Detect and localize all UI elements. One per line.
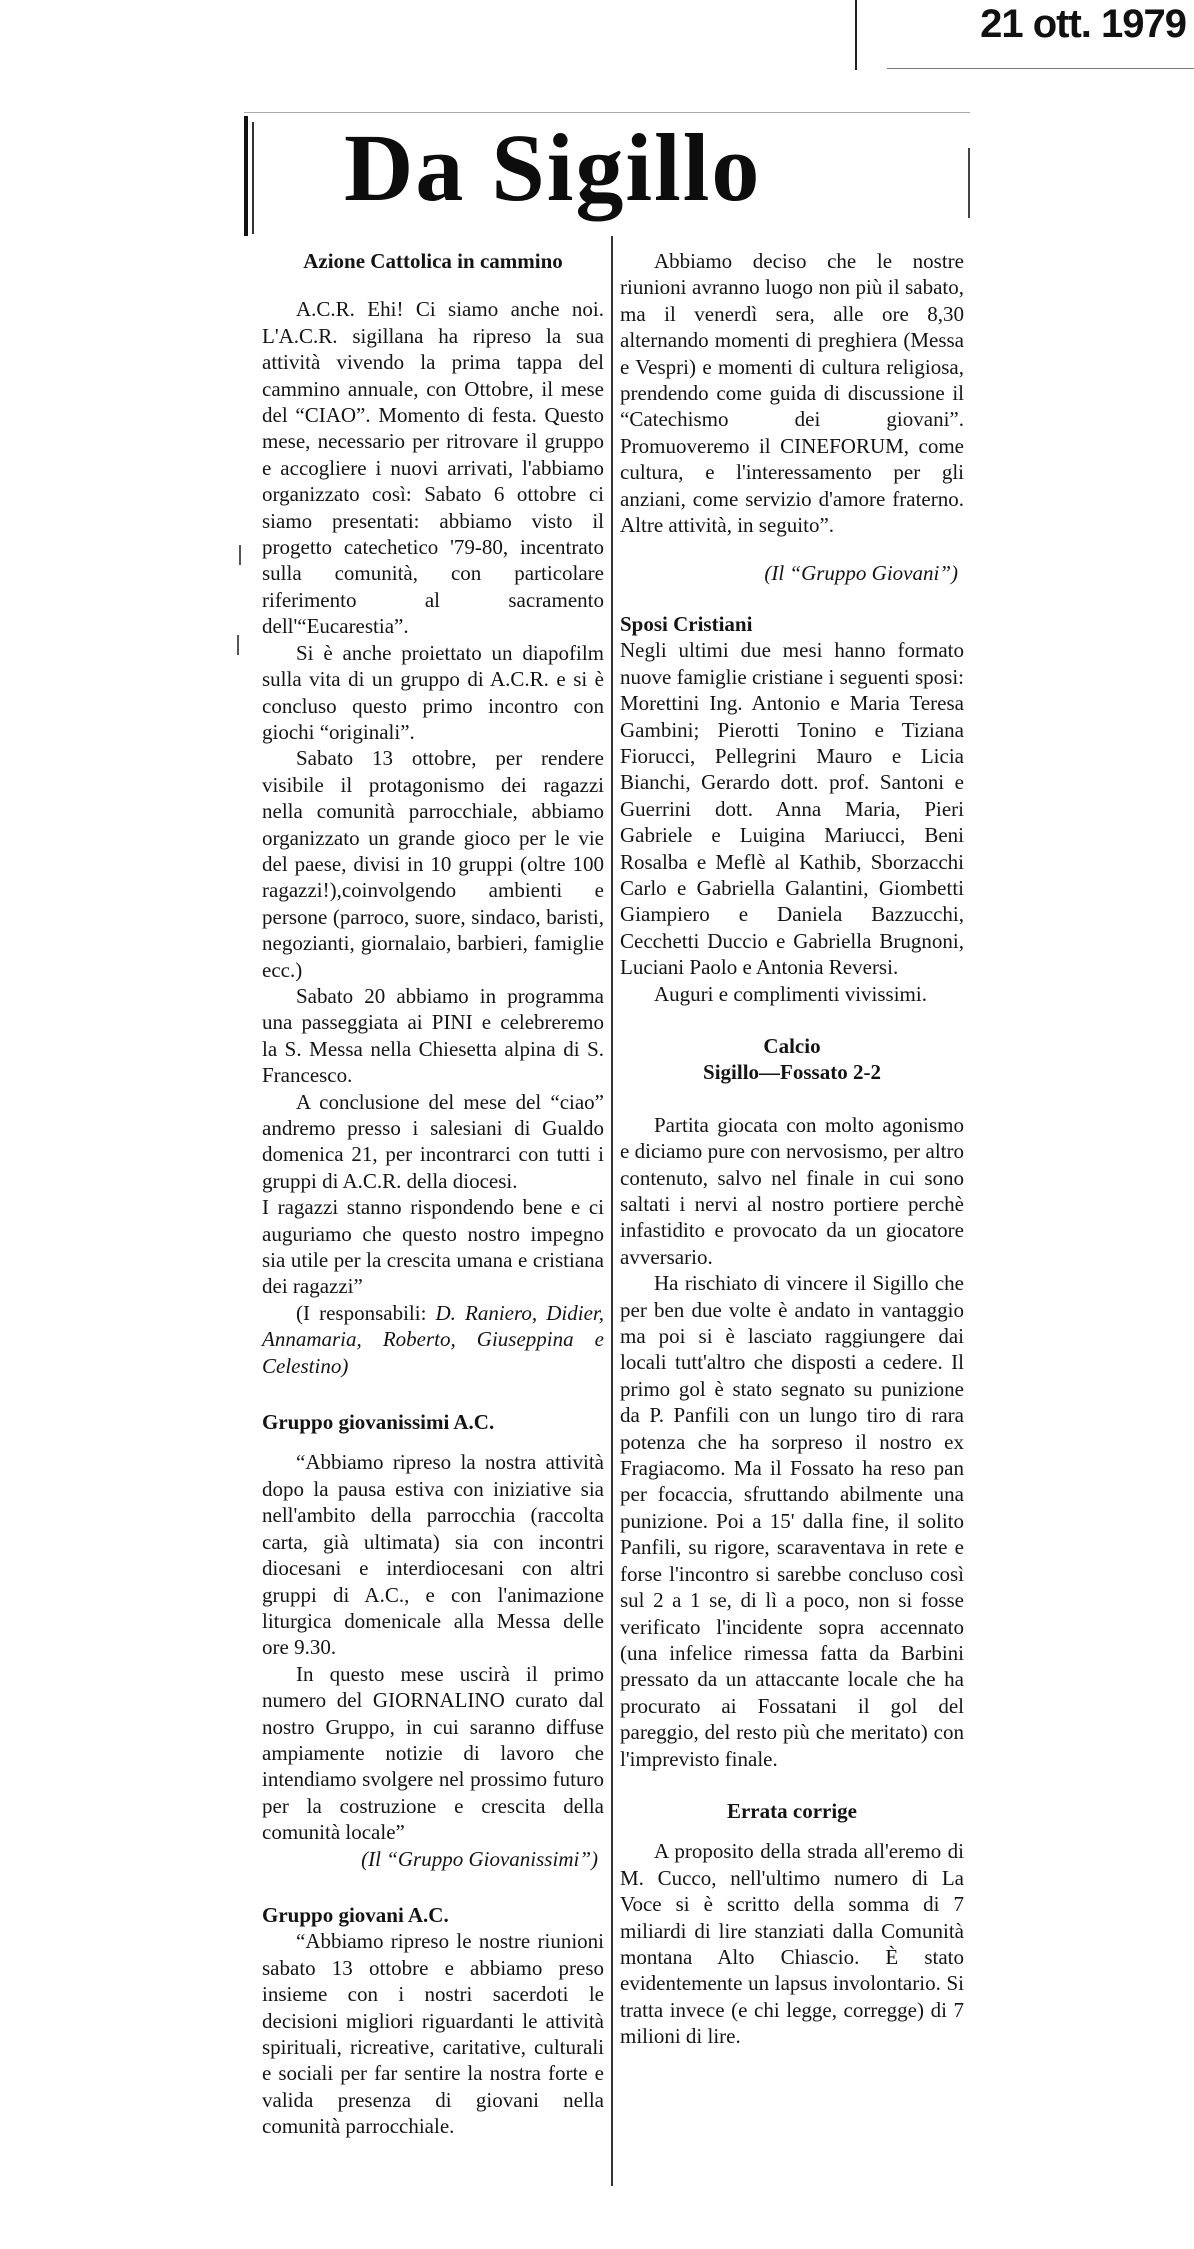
margin-mark bbox=[239, 545, 241, 565]
section-heading-giovanissimi: Gruppo giovanissimi A.C. bbox=[262, 1410, 495, 1435]
left-column bbox=[262, 248, 604, 2140]
paragraph: Auguri e complimenti vivissimi. bbox=[654, 981, 927, 1006]
section-heading-giovani: Gruppo giovani A.C. bbox=[262, 1902, 449, 1927]
masthead-left-bar bbox=[244, 116, 248, 236]
signature-giovanissimi: (Il “Gruppo Giovanissimi”) bbox=[361, 1846, 598, 1871]
signature-acr bbox=[262, 1300, 604, 1379]
paragraph: Partita giocata con molto agonismo e diciamo pure con nervosismo, per altro contenuto, salvo nel finale in cui sono saltati i nervi al nostro portiere perchè infastidito e provocato da un giocatore avversario. bbox=[620, 1112, 964, 1269]
section-heading-sposi: Sposi Cristiani bbox=[620, 611, 753, 636]
section-heading-calcio: Calcio bbox=[763, 1033, 821, 1058]
right-column bbox=[620, 248, 964, 2050]
paragraph: In questo mese uscirà il primo numero del GIORNALINO curato dal nostro Gruppo, in cui saranno diffuse ampiamente notizie di lavoro che intendiamo svolgere nel prossimo futuro per la costruzione e crescita della comunità locale” bbox=[262, 1661, 604, 1845]
paragraph: Sabato 20 abbiamo in programma una passeggiata ai PINI e celebreremo la S. Messa nella Chiesetta alpina di S. Francesco. bbox=[262, 983, 604, 1088]
column-divider bbox=[611, 236, 613, 2186]
signature-names: D. Raniero, Didier, Annamaria, Roberto, Giuseppina e Celestino) bbox=[262, 1300, 604, 1378]
paragraph: Ha rischiato di vincere il Sigillo che per ben due volte è andato in vantaggio ma poi si è lasciato raggiungere dai locali tutt'altro che disposti a cedere. Il primo gol è stato segnato su punizione da P. Panfili con un lungo tiro di rara potenza che ha sorpreso il nostro ex Fragiacomo. Ma il Fossato ha reso pan per focaccia, sfruttando abilmente una punizione. Poi a 15' dalla fine, il solito Panfili, su rigore, scaraventava in rete e forse l'incontro si sarebbe concluso così sul 2 a 1 se, di lì a poco, non si fosse verificato l'incidente sopra accennato (una infelice rimessa fatta da Barbini pressato da un attaccante locale che ha procurato ai Fossatani il gol del pareggio, del resto più che meritato) con l'imprevisto finale. bbox=[620, 1271, 964, 1771]
section-heading-acr: Azione Cattolica in cammino bbox=[303, 249, 563, 273]
signature-lead: (I responsabili: bbox=[296, 1300, 436, 1325]
date-underline bbox=[887, 68, 1194, 69]
paragraph: A proposito della strada all'eremo di M. Cucco, nell'ultimo numero di La Voce si è scritto della somma di 7 miliardi di lire stanziati dalla Comunità montana Alto Chiascio. È stato evidentemente un lapsus involontario. Si tratta invece (e chi legge, corregge) di 7 milioni di lire. bbox=[620, 1839, 964, 2049]
date-stamp-box bbox=[855, 0, 1194, 70]
masthead-right-bar bbox=[968, 148, 970, 218]
paragraph: Abbiamo deciso che le nostre riunioni avranno luogo non più il sabato, ma il venerdì sera, alle ore 8,30 alternando momenti di preghiera (Messa e Vespri) e momenti di cultura religiosa, prendendo come guida di discussione il “Catechismo dei giovani”. Promuoveremo il CINEFORUM, come cultura, e l'interessamento per gli anziani, come servizio d'amore fraterno. Altre attività, in seguito”. bbox=[620, 249, 964, 538]
clipping-date: 21 ott. 1979 bbox=[980, 2, 1186, 46]
paragraph: A conclusione del mese del “ciao” andremo presso i salesiani di Gualdo domenica 21, per incontrarci con tutti i gruppi di A.C.R. della diocesi. bbox=[262, 1089, 604, 1193]
paragraph: Sabato 13 ottobre, per rendere visibile il protagonismo dei ragazzi nella comunità parrocchiale, abbiamo organizzato un grande gioco per le vie del paese, divisi in 10 gruppi (oltre 100 ragazzi!),coinvolgendo ambienti e persone (parroco, suore, sindaco, baristi, negozianti, giornalaio, barbieri, famiglie ecc.) bbox=[262, 746, 604, 982]
margin-mark bbox=[237, 635, 239, 655]
paragraph: I ragazzi stanno rispondendo bene e ci auguriamo che questo nostro impegno sia utile per la crescita umana e cristiana dei ragazzi” bbox=[262, 1195, 604, 1299]
paragraph: “Abbiamo ripreso le nostre riunioni sabato 13 ottobre e abbiamo preso insieme con i nostri sacerdoti le decisioni migliori riguardanti le attività spirituali, ricreative, caritative, culturali e sociali per far sentire la nostra forte e valida presenza di giovani nella comunità parrocchiale. bbox=[262, 1929, 604, 2139]
match-result: Sigillo—Fossato 2-2 bbox=[703, 1060, 881, 1085]
masthead-left-bar-thin bbox=[252, 122, 254, 234]
paragraph: “Abbiamo ripreso la nostra attività dopo la pausa estiva con iniziative sia nell'ambito della parrocchia (raccolta carta, già ultimata) sia con incontri diocesani e interdiocesani con altri gruppi di A.C., e con l'animazione liturgica domenicale alla Messa delle ore 9.30. bbox=[262, 1450, 604, 1660]
masthead-title: Da Sigillo bbox=[344, 114, 762, 221]
paragraph: Si è anche proiettato un diapofilm sulla vita di un gruppo di A.C.R. e si è concluso questo primo incontro con giochi “originali”. bbox=[262, 640, 604, 744]
paragraph: A.C.R. Ehi! Ci siamo anche noi. L'A.C.R. sigillana ha ripreso la sua attività vivendo la prima tappa del cammino annuale, con Ottobre, il mese del “CIAO”. Momento di festa. Questo mese, necessario per ritrovare il gruppo e accogliere i nuovi arrivati, l'abbiamo organizzato così: Sabato 6 ottobre ci siamo presentati: abbiamo visto il progetto catechetico '79-80, incentrato sulla comunità, con particolare riferimento al sacramento dell'“Eucarestia”. bbox=[262, 297, 604, 639]
paragraph: Negli ultimi due mesi hanno formato nuove famiglie cristiane i seguenti sposi: Morettini Ing. Antonio e Maria Teresa Gambini; Pierotti Tonino e Tiziana Fiorucci, Pellegrini Mauro e Licia Bianchi, Gerardo dott. prof. Santoni e Guerrini dott. Anna Maria, Pieri Gabriele e Luigina Mariucci, Beni Rosalba e Meflè al Kathib, Sborzacchi Carlo e Gabriella Galantini, Giombetti Giampiero e Daniela Bazzucchi, Cecchetti Duccio e Gabriella Brugnoni, Luciani Paolo e Antonia Reversi. bbox=[620, 638, 964, 980]
masthead bbox=[244, 112, 970, 232]
signature-giovani: (Il “Gruppo Giovani”) bbox=[764, 561, 958, 586]
section-heading-errata: Errata corrige bbox=[726, 1798, 857, 1823]
